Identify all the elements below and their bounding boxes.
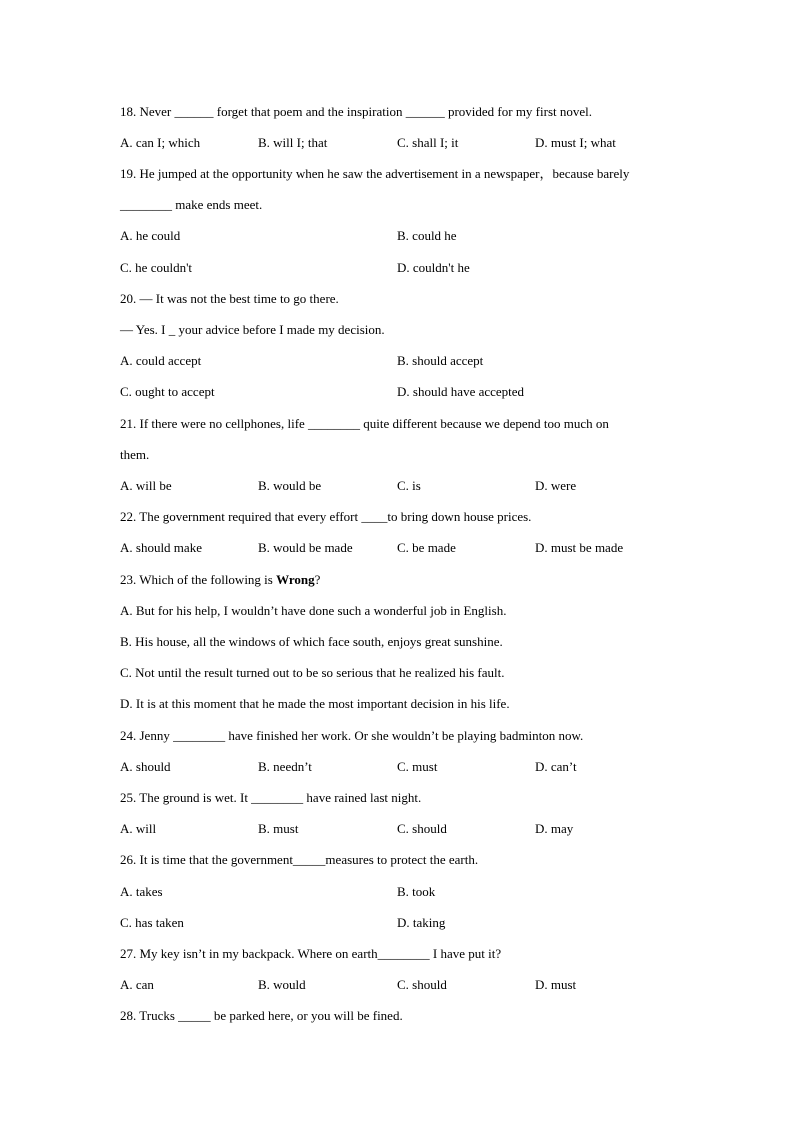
q22-option-a: A. should make [120,540,202,555]
q21-option-b: B. would be [258,478,322,493]
q25-option-d: D. may [535,821,574,836]
q19-option-b: B. could he [397,228,457,243]
q22-option-d: D. must be made [535,540,624,555]
q25-option-c: C. should [397,821,447,836]
q18-option-c: C. shall I; it [397,135,459,150]
q23-option-b: B. His house, all the windows of which face south, enjoys great sunshine. [120,634,503,649]
q25-option-b: B. must [258,821,299,836]
q18-option-a: A. can I; which [120,135,201,150]
q24-option-a: A. should [120,759,171,774]
question-19-stem-line2: ________ make ends meet. [120,197,263,212]
q24-option-c: C. must [397,759,438,774]
q21-option-c: C. is [397,478,421,493]
q23-option-c: C. Not until the result turned out to be so serious that he realized his fault. [120,665,505,680]
q19-option-c: C. he couldn't [120,260,193,275]
q26-option-d: D. taking [397,915,446,930]
question-21-stem-line1: 21. If there were no cellphones, life ________ quite different because we depend too much on [120,416,609,431]
q22-option-c: C. be made [397,540,456,555]
q25-option-a: A. will [120,821,157,836]
q20-option-d: D. should have accepted [397,384,525,399]
question-22-stem: 22. The government required that every effort ____to bring down house prices. [120,509,532,524]
question-20-stem-line2: — Yes. I _ your advice before I made my decision. [120,322,385,337]
q22-option-b: B. would be made [258,540,353,555]
q18-option-b: B. will I; that [258,135,328,150]
question-24-stem: 24. Jenny ________ have finished her work. Or she wouldn’t be playing badminton now. [120,728,584,743]
question-19-stem-line1: 19. He jumped at the opportunity when he saw the advertisement in a newspaper，because barely [120,166,630,181]
q23-stem-prefix: 23. Which of the following is [120,572,277,587]
q21-option-d: D. were [535,478,577,493]
question-20-stem-line1: 20. — It was not the best time to go there. [120,291,339,306]
q27-option-a: A. can [120,977,154,992]
question-21-stem-line2: them. [120,447,150,462]
q20-option-a: A. could accept [120,353,202,368]
q26-option-b: B. took [397,884,436,899]
q24-option-b: B. needn’t [258,759,312,774]
q21-option-a: A. will be [120,478,172,493]
q23-option-a: A. But for his help, I wouldn’t have done such a wonderful job in English. [120,603,507,618]
question-18-stem: 18. Never ______ forget that poem and the inspiration ______ provided for my first novel. [120,104,592,119]
question-28-stem: 28. Trucks _____ be parked here, or you will be fined. [120,1008,403,1023]
q26-option-a: A. takes [120,884,163,899]
question-26-stem: 26. It is time that the government_____measures to protect the earth. [120,852,479,867]
q19-option-a: A. he could [120,228,181,243]
question-23-stem [120,572,320,588]
q26-option-c: C. has taken [120,915,184,930]
q18-option-d: D. must I; what [535,135,616,150]
q24-option-d: D. can’t [535,759,577,774]
q23-stem-emphasis: Wrong [276,572,315,587]
q20-option-c: C. ought to accept [120,384,215,399]
q19-option-d: D. couldn't he [397,260,470,275]
q27-option-d: D. must [535,977,577,992]
q27-option-c: C. should [397,977,447,992]
q23-option-d: D. It is at this moment that he made the most important decision in his life. [120,696,510,711]
q23-stem-suffix: ? [314,572,321,587]
q20-option-b: B. should accept [397,353,484,368]
q27-option-b: B. would [258,977,306,992]
question-27-stem: 27. My key isn’t in my backpack. Where on earth________ I have put it? [120,946,502,961]
question-25-stem: 25. The ground is wet. It ________ have rained last night. [120,790,422,805]
